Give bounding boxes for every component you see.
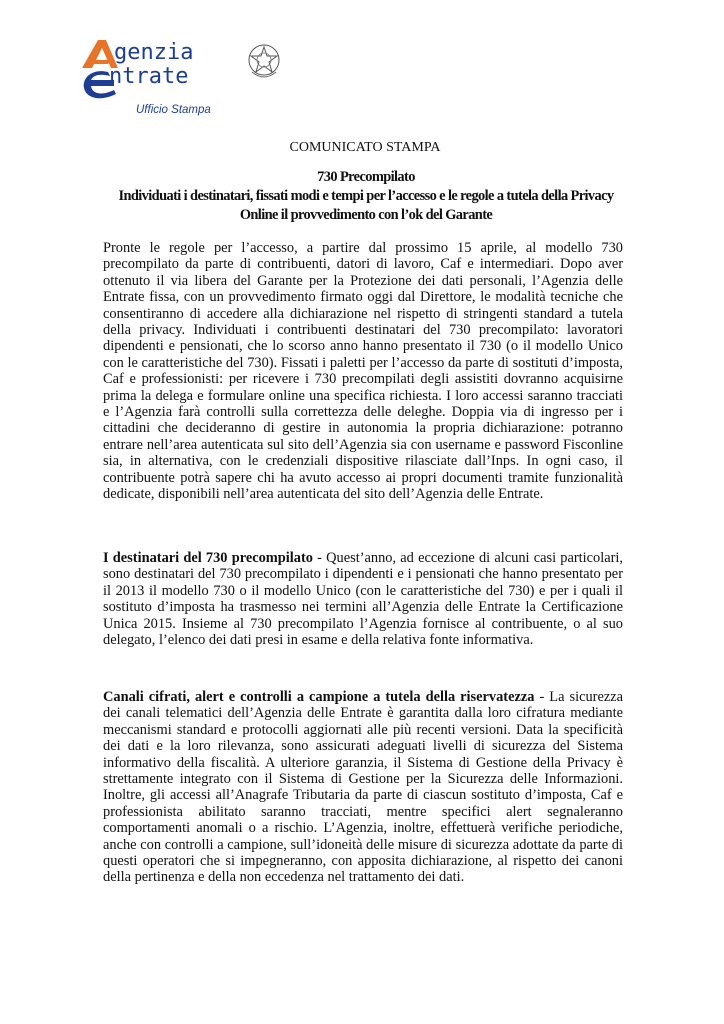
destinatari-paragraph bbox=[103, 550, 623, 648]
paragraph-text: Pronte le regole per l’accesso, a partire dal prossimo 15 aprile, al modello 730 precompilato da parte di contribuenti, datori di lavoro, Caf e intermediari. Dopo aver ottenuto il via libera del Garante per la Protezione dei dati personali, l’Agenzia delle Entrate fissa, con un provvedimento firmato oggi dal Direttore, le modalità tecniche che consentiranno di accedere alla dichiarazione nel rispetto di stringenti standard a tutela della privacy. Individuati i contribuenti destinatari del 730 precompilato: lavoratori dipendenti e pensionati, che lo scorso anno hanno presentato il 730 (o il modello Unico con le caratteristiche del 730). Fissati i paletti per l’accesso da parte di sostituti d’imposta, Caf e professionisti: per ricevere i 730 precompilati degli assistiti dovranno acquisirne prima la delega e formulare online una specifica richiesta. I loro accessi saranno tracciati e l’Agenzia farà controlli sulla correttezza delle deleghe. Doppia via di ingresso per i cittadini che decideranno di gestire in autonomia la propria dichiarazione: potranno entrare nell’area autenticata sul sito dell’Agenzia sia con username e password Fisconline sia, in alternativa, con le credenziali dispositive rilasciate dall’Inps. In ogni caso, il contribuente potrà sapere chi ha avuto accesso ai propri documenti tramite funzionalità dedicate, disponibili nell’area autenticata del sito dell’Agenzia delle Entrate. bbox=[103, 240, 623, 503]
title-line: Individuati i destinatari, fissati modi e tempi per l’accesso e le regole a tutela della Privacy bbox=[118, 188, 614, 204]
paragraph-lead: Canali cifrati, alert e controlli a campione a tutela della riservatezza bbox=[103, 689, 535, 705]
document-heading: COMUNICATO STAMPA bbox=[289, 140, 441, 155]
sicurezza-paragraph bbox=[103, 689, 623, 886]
logo-text-entrate: ntrate bbox=[109, 64, 189, 89]
paragraph-text: - Quest’anno, ad eccezione di alcuni casi particolari, sono destinatari del 730 precompilato i dipendenti e i pensionati che hanno presentato per il 2013 il modello 730 o il modello Unico (con le caratteristiche del 730) e per i quali il sostituto d’imposta ha trasmesso nei termini all’Agenzia delle Entrate la Certificazione Unica 2015. Insieme al 730 precompilato l’Agenzia fornisce al contribuente, o al suo delegato, l’elenco dei dati presi in esame e della relativa fonte informativa. bbox=[103, 550, 624, 649]
title-line: 730 Precompilato bbox=[317, 169, 415, 185]
ufficio-stampa-label: Ufficio Stampa bbox=[136, 104, 211, 116]
paragraph-text: - La sicurezza dei canali telematici dell’Agenzia delle Entrate è garantita dalla loro cifratura mediante meccanismi standard e protocolli aggiornati alle più recenti versioni. Data la specificità dei dati e la loro rilevanza, sono assicurati adeguati livelli di sicurezza del Sistema informativo della fiscalità. A ulteriore garanzia, il Sistema di Gestione della Privacy è strettamente integrato con il Sistema di Gestione per la Sicurezza delle Informazioni. Inoltre, gli accessi all’Anagrafe Tributaria da parte di ciascun sostituto d’imposta, Caf e professionista abilitato saranno tracciati, mentre specifici alert segnaleranno comportamenti anomali o a rischio. L’Agenzia, inoltre, effettuerà verifiche periodiche, anche con controlli a campione, sull’idoneità delle misure di sicurezza adottate da parte di questi operatori che si impegneranno, con apposita dichiarazione, al rispetto dei canoni della pertinenza e della non eccedenza nel trattamento dei dati. bbox=[103, 689, 623, 886]
title-block bbox=[80, 168, 652, 225]
republic-emblem-icon bbox=[246, 42, 282, 80]
intro-paragraph bbox=[103, 240, 623, 503]
logo-text-agenzia: genzia bbox=[114, 40, 194, 65]
paragraph-lead: I destinatari del 730 precompilato bbox=[103, 550, 313, 566]
title-line: Online il provvedimento con l’ok del Garante bbox=[239, 207, 493, 223]
